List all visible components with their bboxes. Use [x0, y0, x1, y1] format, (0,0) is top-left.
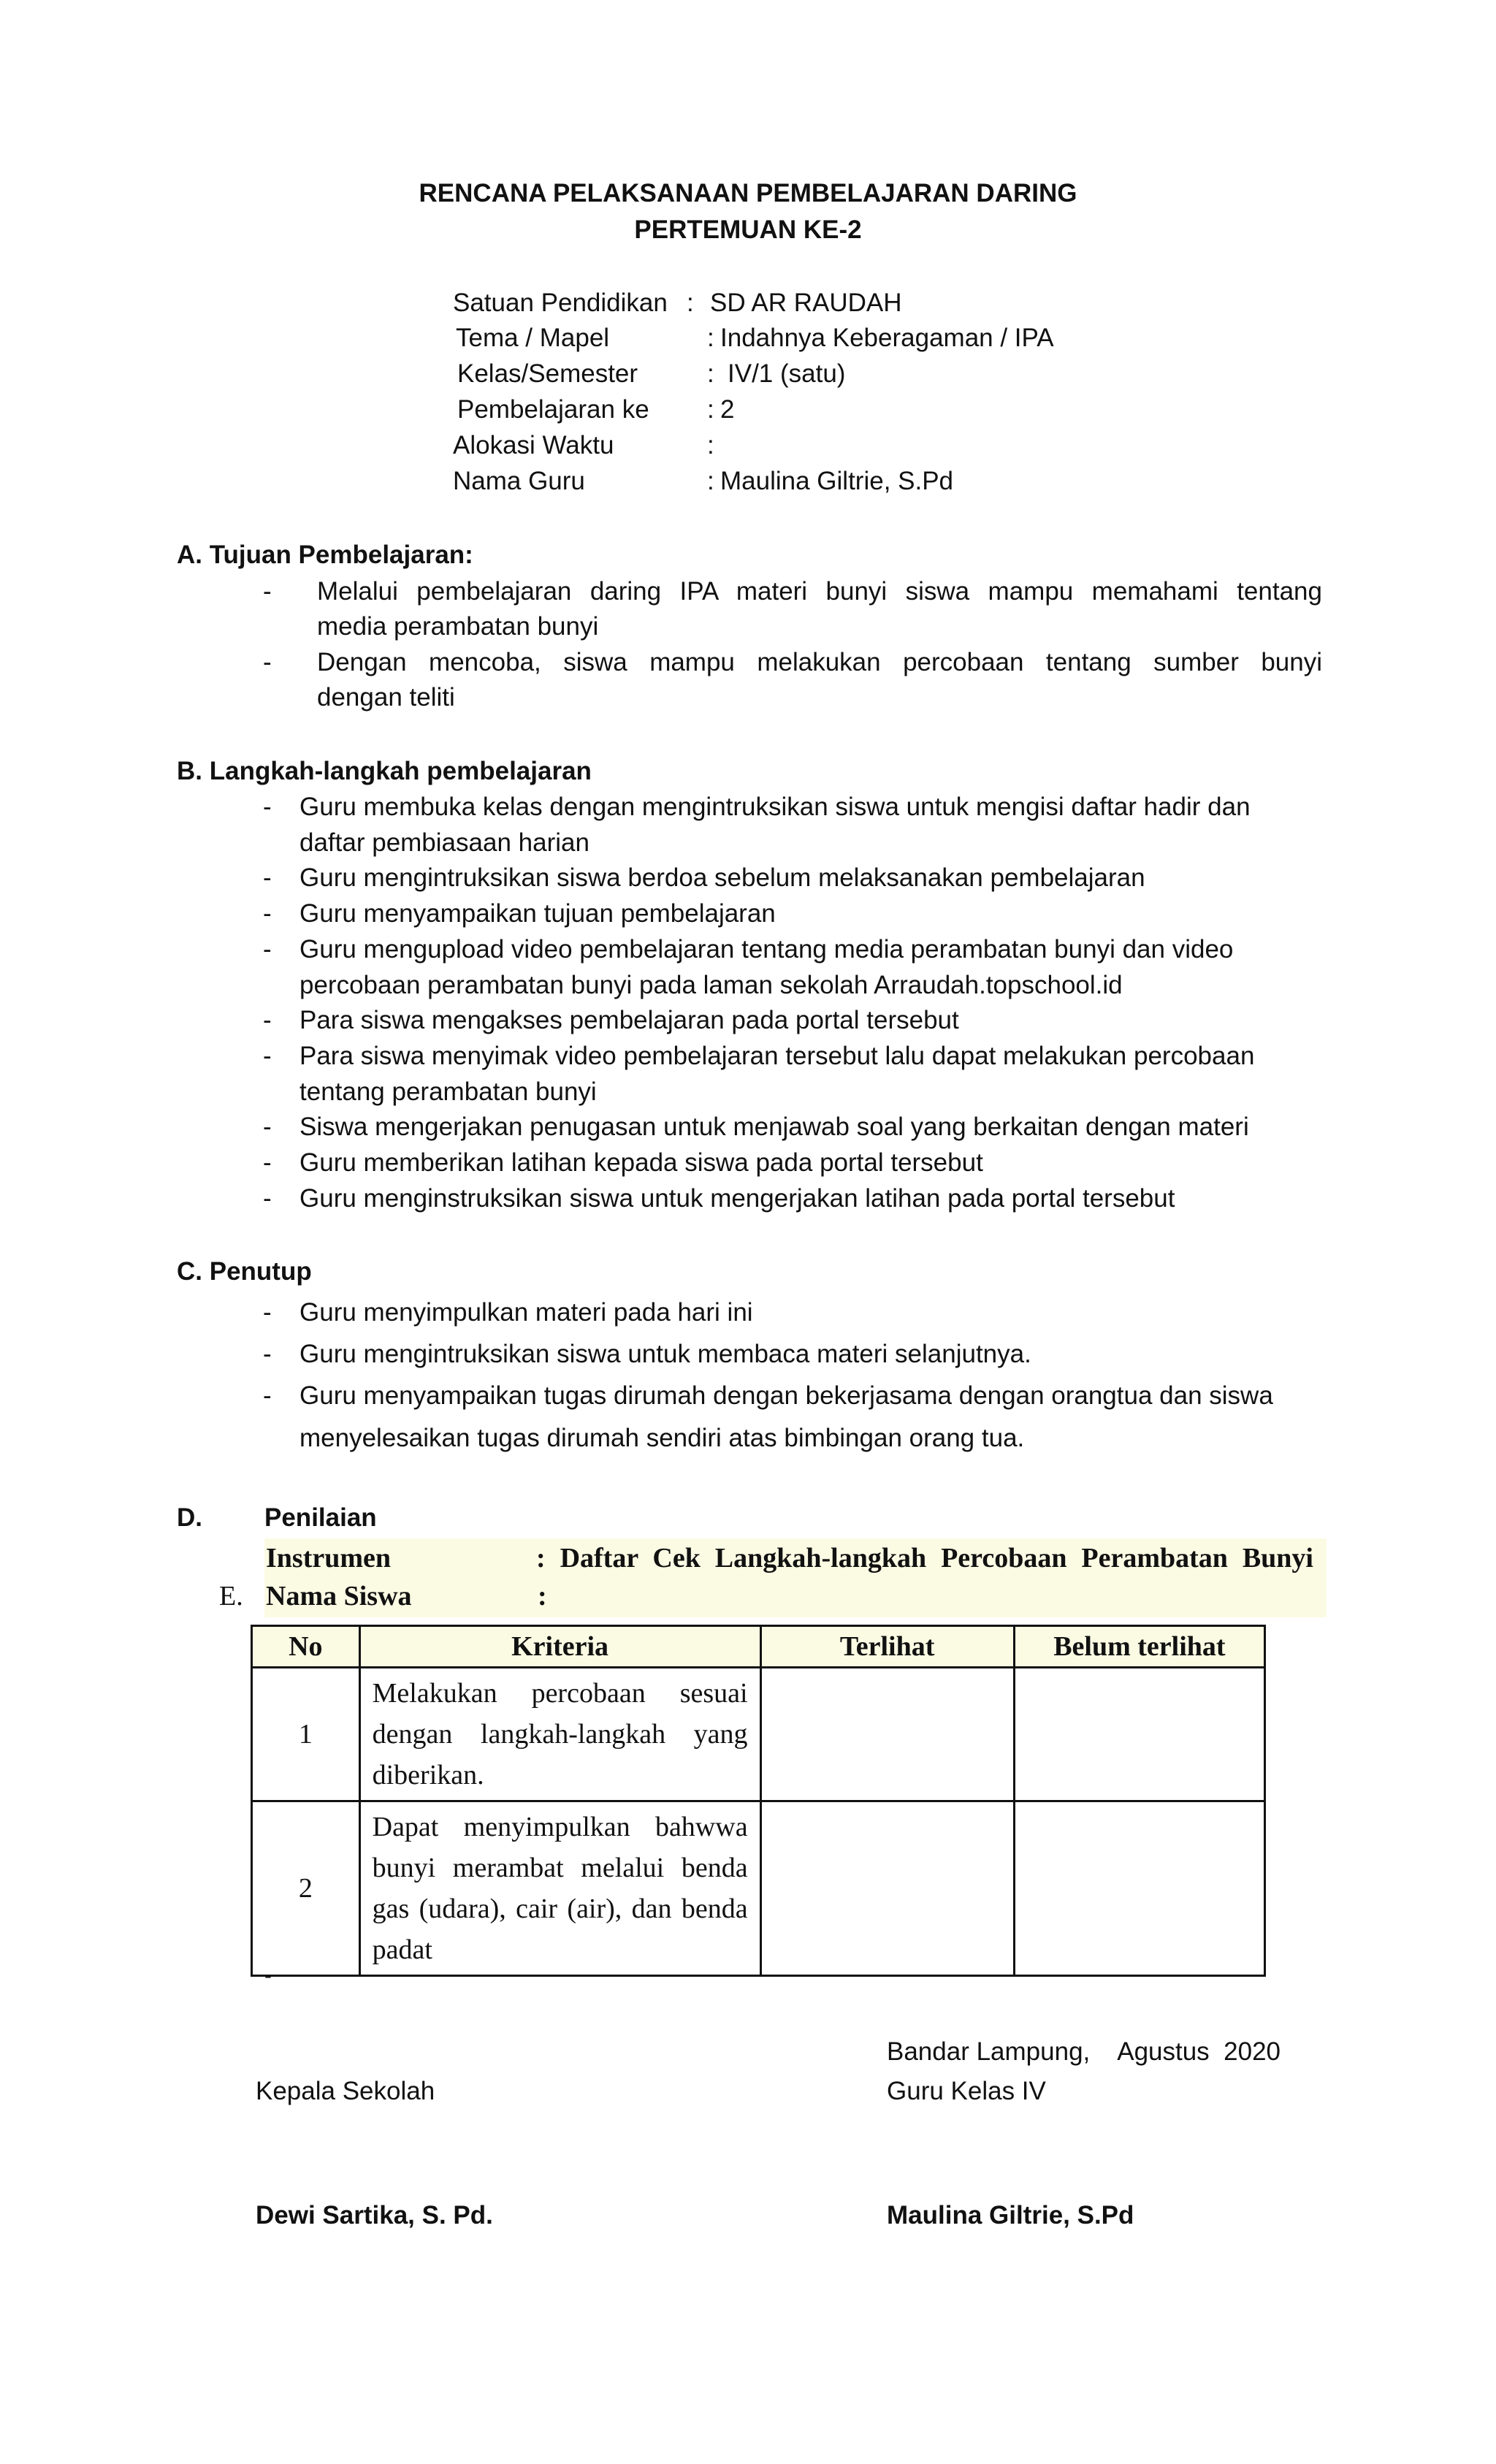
col-header-terlihat: Terlihat — [760, 1626, 1014, 1668]
list-item-line: tentang perambatan bunyi — [299, 1077, 597, 1106]
kriteria-line: bunyi merambat melalui benda — [372, 1853, 748, 1883]
identity-sep: : — [707, 467, 714, 495]
identity-value: IV/1 (satu) — [728, 359, 846, 388]
instrumen-value: : Daftar Cek Langkah-langkah Percobaan Perambatan Bunyi — [536, 1543, 1313, 1574]
list-bullet: - — [263, 1042, 272, 1070]
row-terlihat-cell[interactable] — [760, 1668, 1014, 1801]
left-role: Kepala Sekolah — [256, 2077, 435, 2105]
section-d-heading: Penilaian — [264, 1503, 377, 1532]
list-bullet: - — [263, 793, 272, 821]
table-row — [252, 1668, 1265, 1801]
row-kriteria — [359, 1801, 760, 1976]
list-item-line: daftar pembiasaan harian — [299, 828, 589, 857]
trailing-dash: - — [264, 1964, 272, 1988]
identity-label: Tema / Mapel — [456, 324, 610, 352]
list-item-line: Guru membuka kelas dengan mengintruksikan siswa untuk mengisi daftar hadir dan — [299, 793, 1251, 821]
list-item-line: Dengan mencoba, siswa mampu melakukan percobaan tentang sumber bunyi — [317, 648, 1322, 676]
row-no: 1 — [252, 1668, 360, 1801]
section-b-heading: B. Langkah-langkah pembelajaran — [177, 757, 592, 785]
instrumen-label: Instrumen — [266, 1543, 392, 1574]
identity-sep: : — [707, 431, 714, 459]
list-bullet: - — [263, 935, 272, 964]
section-c-heading: C. Penutup — [177, 1257, 312, 1286]
identity-value: Maulina Giltrie, S.Pd — [720, 467, 954, 495]
list-bullet: - — [263, 1340, 272, 1368]
identity-sep: : — [687, 289, 694, 317]
list-item-line: dengan teliti — [317, 683, 455, 712]
section-d-letter: D. — [177, 1503, 202, 1532]
list-bullet: - — [263, 863, 272, 892]
identity-sep: : — [707, 359, 714, 388]
list-bullet: - — [263, 648, 272, 676]
list-item-line: Para siswa menyimak video pembelajaran tersebut lalu dapat melakukan percobaan — [299, 1042, 1255, 1070]
kriteria-line: Dapat menyimpulkan bahwwa — [372, 1812, 748, 1842]
list-item-line: menyelesaikan tugas dirumah sendiri atas bimbingan orang tua. — [299, 1424, 1025, 1452]
identity-label: Alokasi Waktu — [453, 431, 614, 459]
right-role: Guru Kelas IV — [887, 2077, 1046, 2105]
table-row — [252, 1801, 1265, 1976]
list-item-line: Para siswa mengakses pembelajaran pada portal tersebut — [299, 1006, 959, 1034]
col-header-belum-terlihat: Belum terlihat — [1014, 1626, 1264, 1668]
list-bullet: - — [263, 1006, 272, 1034]
list-bullet: - — [263, 1298, 272, 1327]
document-subtitle: PERTEMUAN KE-2 — [634, 215, 862, 244]
row-kriteria — [359, 1668, 760, 1801]
row-belum-terlihat-cell[interactable] — [1014, 1801, 1264, 1976]
left-signatory-name: Dewi Sartika, S. Pd. — [256, 2201, 493, 2230]
col-header-no: No — [252, 1626, 360, 1668]
document-title: RENCANA PELAKSANAAN PEMBELAJARAN DARING — [419, 179, 1077, 207]
kriteria-line: diberikan. — [372, 1760, 484, 1790]
identity-value: 2 — [720, 395, 735, 424]
list-item-line: Guru mengupload video pembelajaran tentang media perambatan bunyi dan video — [299, 935, 1234, 964]
row-belum-terlihat-cell[interactable] — [1014, 1668, 1264, 1801]
list-bullet: - — [263, 577, 272, 606]
row-terlihat-cell[interactable] — [760, 1801, 1014, 1976]
kriteria-line: dengan langkah-langkah yang — [372, 1719, 748, 1750]
identity-label: Pembelajaran ke — [457, 395, 649, 424]
section-e-letter: E. — [219, 1581, 243, 1611]
col-header-kriteria: Kriteria — [359, 1626, 760, 1668]
list-bullet: - — [263, 1113, 272, 1141]
section-a-heading: A. Tujuan Pembelajaran: — [177, 541, 473, 569]
kriteria-line: padat — [372, 1934, 432, 1965]
identity-sep: : — [707, 324, 714, 352]
list-item-line: Guru mengintruksikan siswa untuk membaca materi selanjutnya. — [299, 1340, 1031, 1368]
row-no: 2 — [252, 1801, 360, 1976]
identity-label: Satuan Pendidikan — [453, 289, 668, 317]
right-signatory-name: Maulina Giltrie, S.Pd — [887, 2201, 1134, 2230]
kriteria-line: Melakukan percobaan sesuai — [372, 1678, 748, 1709]
assessment-table — [251, 1625, 1266, 1977]
identity-value: SD AR RAUDAH — [710, 289, 902, 317]
list-item-line: Guru menyimpulkan materi pada hari ini — [299, 1298, 753, 1327]
list-item-line: Guru mengintruksikan siswa berdoa sebelum melaksanakan pembelajaran — [299, 863, 1145, 892]
nama-siswa-label: Nama Siswa — [266, 1581, 412, 1611]
list-item-line: Guru memberikan latihan kepada siswa pada portal tersebut — [299, 1148, 983, 1177]
place-date: Bandar Lampung, Agustus 2020 — [887, 2037, 1281, 2066]
list-bullet: - — [263, 1184, 272, 1213]
list-item-line: percobaan perambatan bunyi pada laman sekolah Arraudah.topschool.id — [299, 971, 1123, 999]
list-bullet: - — [263, 1381, 272, 1410]
list-bullet: - — [263, 1148, 272, 1177]
list-item-line: Guru menyampaikan tugas dirumah dengan bekerjasama dengan orangtua dan siswa — [299, 1381, 1273, 1410]
identity-value: Indahnya Keberagaman / IPA — [720, 324, 1054, 352]
list-item-line: Melalui pembelajaran daring IPA materi bunyi siswa mampu memahami tentang — [317, 577, 1322, 606]
kriteria-line: gas (udara), cair (air), dan benda — [372, 1893, 748, 1924]
table-header-row — [252, 1626, 1265, 1668]
identity-label: Kelas/Semester — [457, 359, 638, 388]
list-item-line: media perambatan bunyi — [317, 612, 599, 641]
identity-sep: : — [707, 395, 714, 424]
list-bullet: - — [263, 899, 272, 928]
list-item-line: Guru menyampaikan tujuan pembelajaran — [299, 899, 776, 928]
list-item-line: Siswa mengerjakan penugasan untuk menjawab soal yang berkaitan dengan materi — [299, 1113, 1249, 1141]
list-item-line: Guru menginstruksikan siswa untuk mengerjakan latihan pada portal tersebut — [299, 1184, 1175, 1213]
identity-label: Nama Guru — [453, 467, 585, 495]
nama-siswa-value: : — [538, 1581, 547, 1611]
